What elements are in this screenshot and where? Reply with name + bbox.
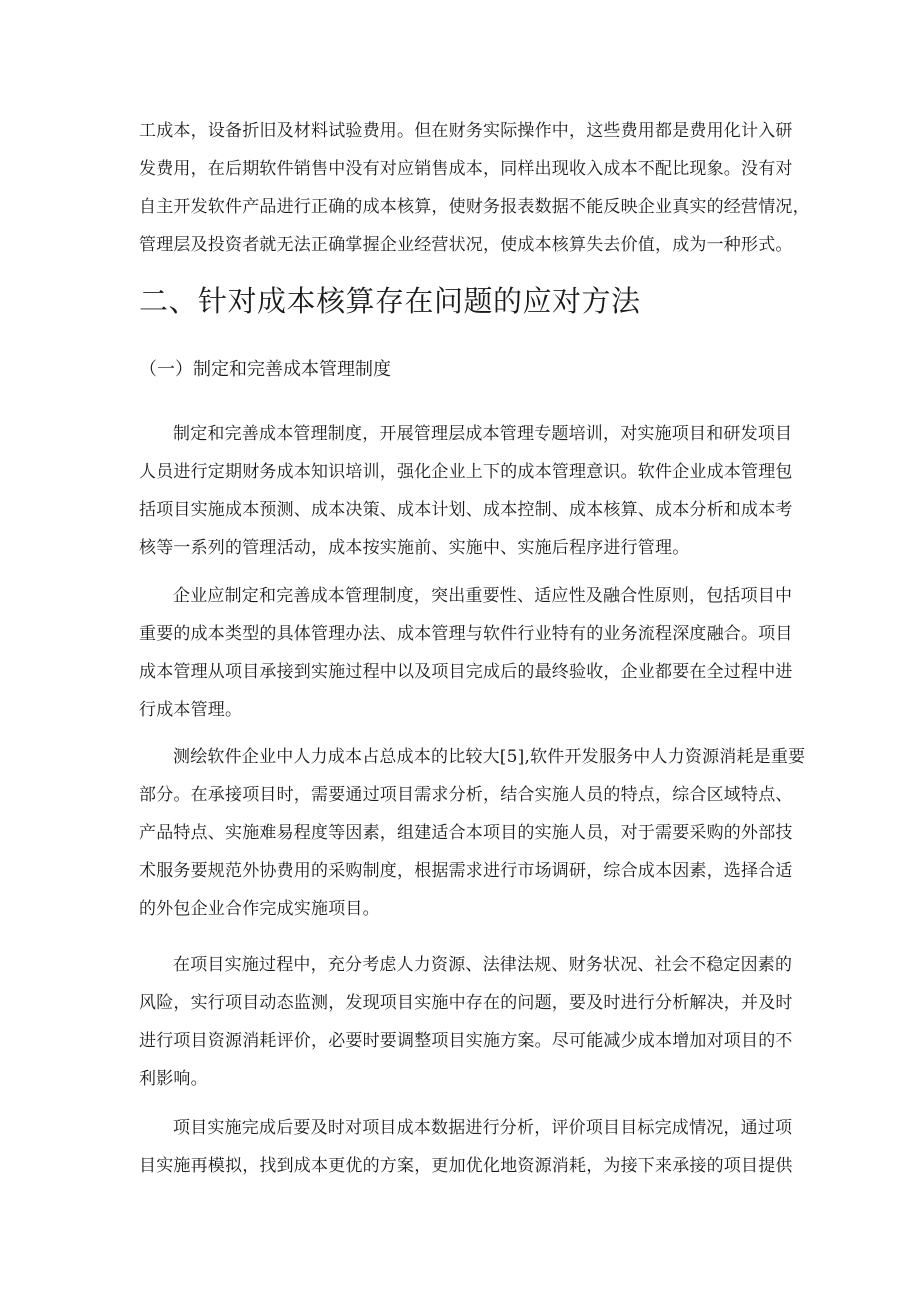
paragraph-line: 重要的成本类型的具体管理办法、成本管理与软件行业特有的业务流程深度融合。项目: [139, 624, 793, 644]
paragraph-line: 成本管理从项目承接到实施过程中以及项目完成后的最终验收，企业都要在全过程中进: [139, 662, 793, 682]
paragraph-line: 括项目实施成本预测、成本决策、成本计划、成本控制、成本核算、成本分析和成本考: [139, 500, 793, 520]
paragraph-line: 人员进行定期财务成本知识培训，强化企业上下的成本管理意识。软件企业成本管理包: [139, 462, 793, 482]
paragraph-line: 自主开发软件产品进行正确的成本核算，使财务报表数据不能反映企业真实的经营情况，: [139, 197, 810, 217]
paragraph-line: 在项目实施过程中，充分考虑人力资源、法律法规、财务状况、社会不稳定因素的: [173, 955, 793, 975]
paragraph-line: 的外包企业合作完成实施项目。: [139, 899, 380, 919]
paragraph-line: 术服务要规范外协费用的采购制度，根据需求进行市场调研，综合成本因素，选择合适: [139, 861, 793, 881]
paragraph-3: [139, 738, 806, 928]
paragraph-line: 测绘软件企业中人力成本占总成本的比较大[5],软件开发服务中人力资源消耗是重要: [173, 747, 806, 767]
paragraph-1: [139, 415, 793, 567]
paragraph-line: 部分。在承接项目时，需要通过项目需求分析，结合实施人员的特点，综合区域特点、: [139, 785, 793, 805]
paragraph-5: [139, 1109, 793, 1185]
paragraph-line: 核等一系列的管理活动，成本按实施前、实施中、实施后程序进行管理。: [139, 538, 690, 558]
paragraph-line: 风险，实行项目动态监测，发现项目实施中存在的问题，要及时进行分析解决，并及时: [139, 993, 793, 1013]
paragraph-4: [139, 946, 793, 1098]
paragraph-line: 产品特点、实施难易程度等因素，组建适合本项目的实施人员，对于需要采购的外部技: [139, 823, 793, 843]
paragraph-line: 管理层及投资者就无法正确掌握企业经营状况，使成本核算失去价值，成为一种形式。: [139, 235, 793, 255]
paragraph-line: 目实施再模拟，找到成本更优的方案，更加优化地资源消耗，为接下来承接的项目提供: [139, 1156, 793, 1176]
paragraph-line: 利影响。: [139, 1069, 208, 1089]
subsection-heading: （一）制定和完善成本管理制度: [139, 359, 391, 380]
paragraph-line: 进行项目资源消耗评价，必要时要调整项目实施方案。尽可能减少成本增加对项目的不: [139, 1031, 793, 1051]
paragraph-line: 制定和完善成本管理制度，开展管理层成本管理专题培训，对实施项目和研发项目: [173, 424, 793, 444]
paragraph-line: 项目实施完成后要及时对项目成本数据进行分析，评价项目目标完成情况，通过项: [173, 1118, 793, 1138]
paragraph-2: [139, 577, 793, 729]
paragraph-line: 企业应制定和完善成本管理制度，突出重要性、适应性及融合性原则，包括项目中: [173, 586, 793, 606]
paragraph-line: 发费用，在后期软件销售中没有对应销售成本，同样出现收入成本不配比现象。没有对: [139, 159, 793, 179]
intro-paragraph: [139, 112, 810, 264]
paragraph-line: 行成本管理。: [139, 700, 243, 720]
paragraph-line: 工成本，设备折旧及材料试验费用。但在财务实际操作中，这些费用都是费用化计入研: [139, 121, 793, 141]
section-heading: 二、针对成本核算存在问题的应对方法: [139, 284, 641, 318]
